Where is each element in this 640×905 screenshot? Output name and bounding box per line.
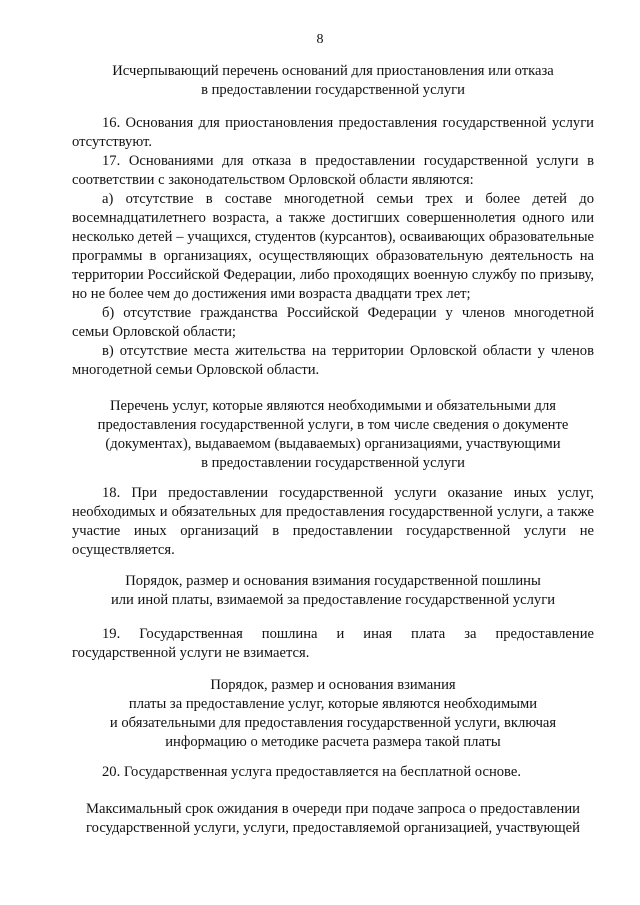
section-heading-fee-for-services [72,676,594,752]
paragraph-20: 20. Государственная услуга предоставляется на бесплатной основе. [102,764,521,780]
page-number: 8 [316,32,324,47]
heading-line: Перечень услуг, которые являются необходимыми и обязательными для [110,398,556,414]
heading-line: или иной платы, взимаемой за предоставление государственной услуги [110,592,556,608]
paragraph-16: 16. Основания для приостановления предоставления государственной услуги отсутствуют. [72,115,594,150]
heading-line: в предоставлении государственной услуги [201,455,465,471]
section-body-required-services [72,484,594,560]
section-heading-refusal-grounds [72,62,594,100]
section-heading-state-duty [72,572,594,610]
heading-line: платы за предоставление услуг, которые являются необходимыми [128,696,538,712]
section-body-state-duty [72,625,594,663]
heading-line: государственной услуги, услуги, предоставляемой организацией, участвующей [86,820,580,836]
heading-line: Максимальный срок ожидания в очереди при подаче запроса о предоставлении [86,801,580,817]
paragraph-17b: б) отсутствие гражданства Российской Федерации у членов многодетной семьи Орловской области; [72,305,594,340]
paragraph-17a: а) отсутствие в составе многодетной семьи трех и более детей до восемнадцатилетнего возраста, а также достигших совершеннолетия одного или несколько детей – учащихся, студентов (курсантов), осваивающих образовательные программы в организациях, осуществляющих образовательную деятельность на территории Российской Федерации, либо проходящих военную службу по призыву, но не более чем до достижения ими возраста двадцати трех лет; [72,191,594,302]
heading-line: предоставления государственной услуги, в том числе сведения о документе [97,417,569,433]
paragraph-18: 18. При предоставлении государственной услуги оказание иных услуг, необходимых и обязательных для предоставления государственной услуги, а также участие иных организаций в предоставлении государственной услуги не осуществляется. [72,485,594,558]
heading-line: в предоставлении государственной услуги [201,82,465,98]
heading-line: информацию о методике расчета размера такой платы [165,734,501,750]
paragraph-17c: в) отсутствие места жительства на территории Орловской области у членов многодетной семьи Орловской области. [72,343,594,378]
section-heading-required-services [72,397,594,473]
heading-line: Порядок, размер и основания взимания [210,677,456,693]
heading-line: Порядок, размер и основания взимания государственной пошлины [125,573,541,589]
paragraph-17: 17. Основаниями для отказа в предоставлении государственной услуги в соответствии с законодательством Орловской области являются: [72,153,594,188]
heading-line: (документах), выдаваемом (выдаваемых) организациями, участвующими [105,436,561,452]
heading-line: и обязательными для предоставления государственной услуги, включая [109,715,557,731]
section-body-refusal-grounds [72,114,594,380]
section-heading-queue-time [72,800,594,838]
paragraph-19: 19. Государственная пошлина и иная плата за предоставление государственной услуги не взимается. [72,626,594,661]
heading-line: Исчерпывающий перечень оснований для приостановления или отказа [112,63,554,79]
section-body-fee-for-services [72,763,594,782]
